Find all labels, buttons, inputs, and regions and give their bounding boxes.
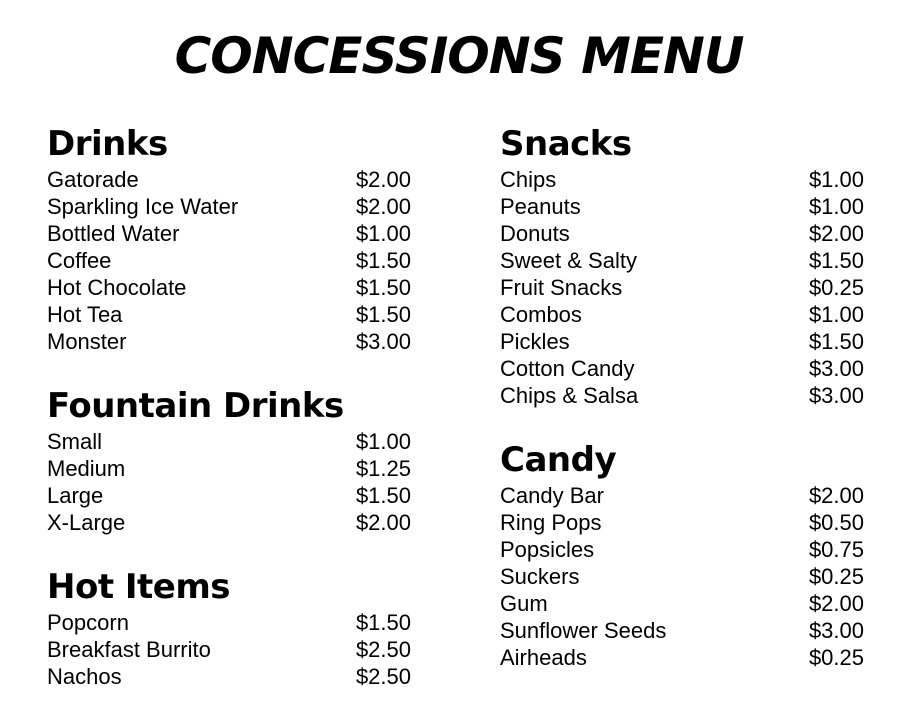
menu-item [500, 644, 864, 671]
menu-item-name: Hot Chocolate [47, 275, 187, 300]
menu-item-name: Chips & Salsa [500, 383, 639, 408]
menu-item-name: Nachos [47, 664, 122, 689]
menu-item [47, 247, 411, 274]
menu-item-name: Donuts [500, 221, 570, 246]
menu-item-price: $1.00 [808, 302, 864, 327]
menu-item-price: $0.25 [808, 275, 864, 300]
menu-item-price: $1.50 [808, 329, 864, 354]
menu-item [500, 382, 864, 409]
menu-item-name: Gum [500, 591, 548, 616]
menu-item-price: $3.00 [808, 618, 864, 643]
menu-item-price: $2.00 [355, 510, 411, 535]
menu-section [500, 120, 864, 409]
menu-item [47, 193, 411, 220]
menu-item-name: Breakfast Burrito [47, 637, 211, 662]
section-heading: Drinks [47, 124, 168, 164]
menu-item-name: Medium [47, 456, 126, 481]
menu-item-name: Coffee [47, 248, 112, 273]
menu-item [500, 274, 864, 301]
menu-item-price: $1.50 [355, 483, 411, 508]
menu-item-name: Monster [47, 329, 127, 354]
menu-item [47, 301, 411, 328]
section-heading: Candy [500, 440, 617, 480]
menu-item-price: $2.50 [355, 664, 411, 689]
menu-item [500, 563, 864, 590]
menu-item-name: Fruit Snacks [500, 275, 623, 300]
menu-item-price: $1.50 [355, 302, 411, 327]
menu-item [47, 636, 411, 663]
menu-item-price: $1.50 [808, 248, 864, 273]
menu-item [500, 536, 864, 563]
menu-item [47, 166, 411, 193]
menu-item-name: Combos [500, 302, 582, 327]
menu-item-price: $3.00 [355, 329, 411, 354]
menu-section [47, 120, 411, 355]
menu-item [47, 328, 411, 355]
menu-item-name: Candy Bar [500, 483, 604, 508]
left-column [47, 120, 411, 717]
menu-item [500, 509, 864, 536]
menu-item-name: Sparkling Ice Water [47, 194, 239, 219]
menu-item-price: $1.50 [355, 248, 411, 273]
menu-item [500, 590, 864, 617]
menu-item [47, 220, 411, 247]
menu-item [47, 482, 411, 509]
menu-item-price: $1.00 [808, 194, 864, 219]
menu-item-name: Small [47, 429, 103, 454]
menu-item-price: $2.00 [808, 591, 864, 616]
menu-item [500, 301, 864, 328]
right-column [500, 120, 864, 698]
menu-item [500, 617, 864, 644]
menu-item-price: $0.50 [808, 510, 864, 535]
menu-item-name: Popcorn [47, 610, 129, 635]
menu-item-price: $0.25 [808, 645, 864, 670]
menu-item-price: $1.00 [808, 167, 864, 192]
menu-item-name: Chips [500, 167, 557, 192]
menu-item [500, 482, 864, 509]
menu-item-name: Large [47, 483, 104, 508]
menu-item-price: $3.00 [808, 356, 864, 381]
menu-item [500, 166, 864, 193]
menu-item-price: $0.25 [808, 564, 864, 589]
menu-item-name: X-Large [47, 510, 126, 535]
menu-item-name: Sunflower Seeds [500, 618, 667, 643]
menu-item-price: $1.00 [355, 429, 411, 454]
menu-item-price: $3.00 [808, 383, 864, 408]
menu-section [47, 563, 411, 690]
menu-item-name: Popsicles [500, 537, 595, 562]
menu-item-name: Cotton Candy [500, 356, 635, 381]
menu-item-price: $2.00 [808, 483, 864, 508]
menu-item [500, 193, 864, 220]
menu-item-price: $2.00 [355, 167, 411, 192]
menu-item-price: $1.50 [355, 610, 411, 635]
menu-item [500, 220, 864, 247]
menu-item-price: $2.50 [355, 637, 411, 662]
menu-item-name: Peanuts [500, 194, 581, 219]
menu-item-price: $1.50 [355, 275, 411, 300]
menu-item [47, 663, 411, 690]
menu-item-name: Gatorade [47, 167, 139, 192]
menu-item-name: Ring Pops [500, 510, 602, 535]
menu-section [500, 436, 864, 671]
menu-item [47, 274, 411, 301]
menu-item [47, 455, 411, 482]
menu-item-price: $2.00 [355, 194, 411, 219]
menu-item-name: Airheads [500, 645, 587, 670]
menu-item-price: $2.00 [808, 221, 864, 246]
menu-item [500, 355, 864, 382]
section-heading: Snacks [500, 124, 632, 164]
menu-item-name: Bottled Water [47, 221, 180, 246]
menu-item [500, 328, 864, 355]
menu-item-name: Hot Tea [47, 302, 123, 327]
menu-item-price: $1.00 [355, 221, 411, 246]
menu-item-name: Sweet & Salty [500, 248, 637, 273]
section-heading: Hot Items [47, 567, 231, 607]
menu-item [47, 428, 411, 455]
menu-item-price: $1.25 [355, 456, 411, 481]
menu-section [47, 382, 411, 536]
menu-title: CONCESSIONS MENU [174, 27, 744, 85]
menu-item [500, 247, 864, 274]
menu-item-name: Pickles [500, 329, 570, 354]
menu-item [47, 609, 411, 636]
section-heading: Fountain Drinks [47, 386, 344, 426]
menu-item-name: Suckers [500, 564, 580, 589]
menu-item [47, 509, 411, 536]
menu-item-price: $0.75 [808, 537, 864, 562]
